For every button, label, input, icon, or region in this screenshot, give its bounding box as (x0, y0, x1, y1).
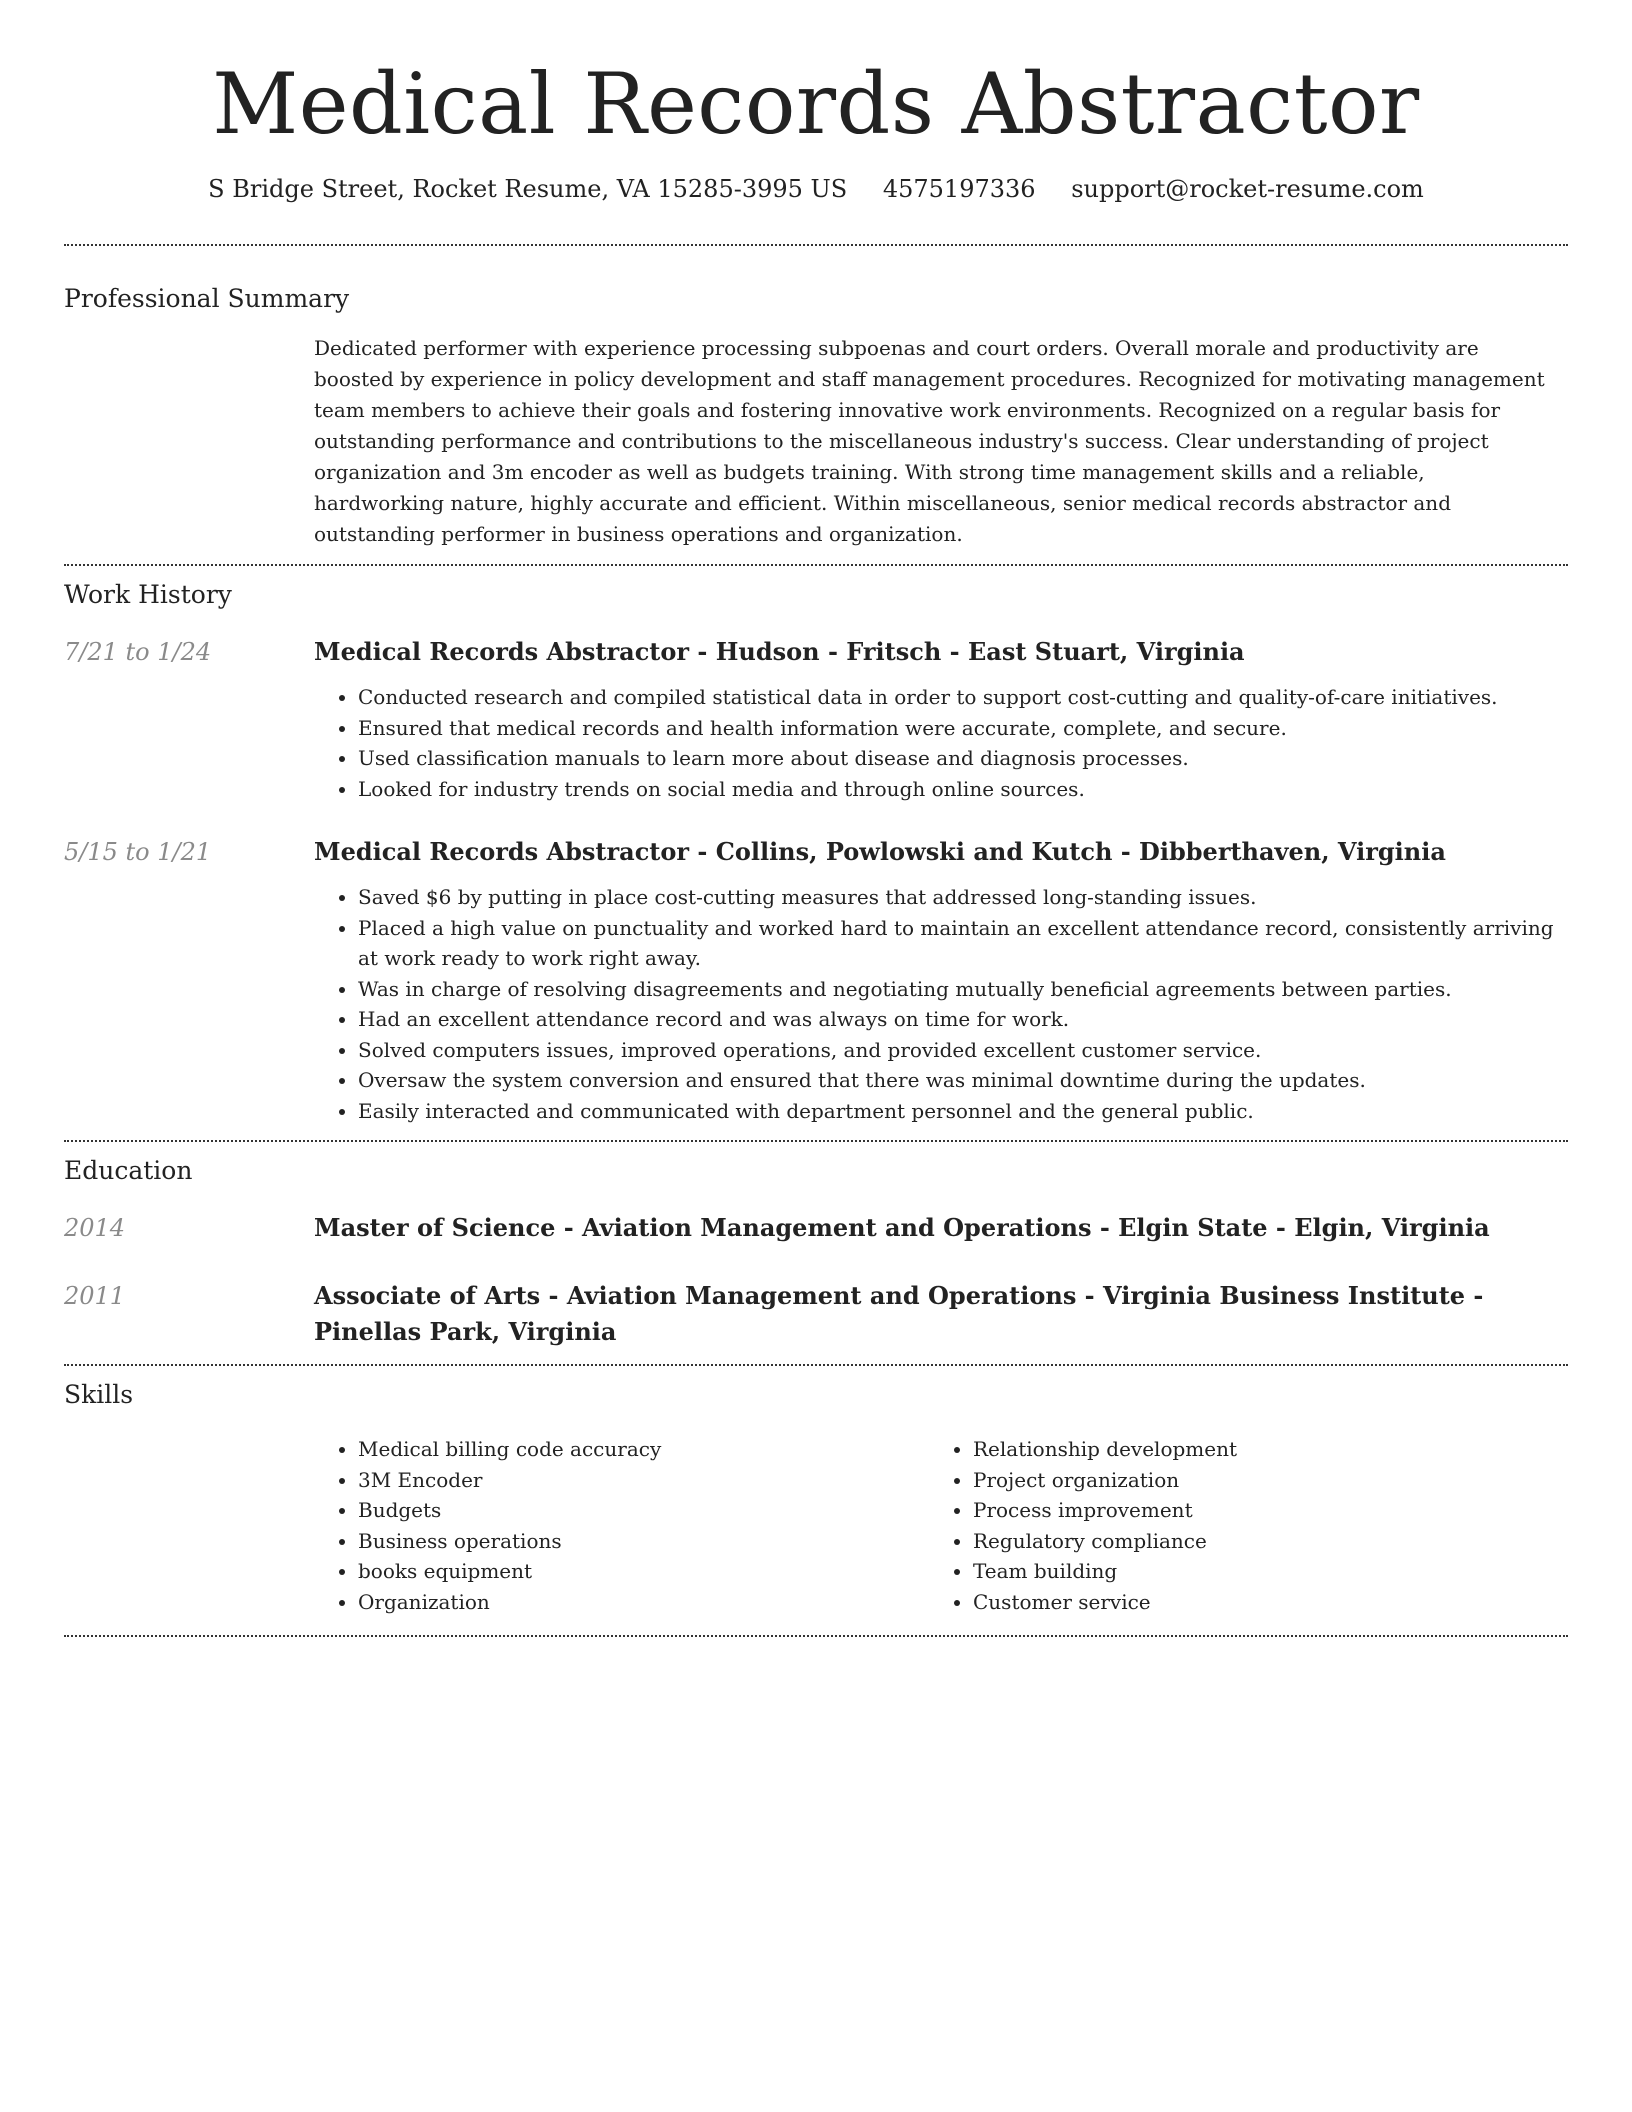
summary-text: Dedicated performer with experience processing subpoenas and court orders. Overall morale and productivity are boosted by experience in policy development and staff management procedures. Recognized for motivating management team members to achieve their goals and fostering innovative work environments. Recognized on a regular basis for outstanding performance and contributions to the miscellaneous industry's success. Clear understanding of project organization and 3m encoder as well as budgets training. With strong time management skills and a reliable, hardworking nature, highly accurate and efficient. Within miscellaneous, senior medical records abstractor and outstanding performer in business operations and organization. (314, 336, 1545, 546)
job-bullet: • Was in charge of resolving disagreements and negotiating mutually beneficial agreements between parties. (358, 974, 1560, 1005)
job-heading: Medical Records Abstractor - Hudson - Fritsch - East Stuart, Virginia (314, 637, 1245, 666)
job-bullet: • Saved $6 by putting in place cost-cutting measures that addressed long-standing issues. (358, 882, 1560, 913)
contact-phone: 4575197336 (882, 175, 1036, 203)
skills-heading: Skills (64, 1380, 134, 1409)
skill-item: • Customer service (973, 1587, 1544, 1618)
job-entry (64, 634, 1568, 804)
skill-item: • books equipment (358, 1556, 929, 1587)
education-entry (64, 1210, 1568, 1246)
divider-skills (64, 1635, 1568, 1637)
skill-item: • Medical billing code accuracy (358, 1434, 929, 1465)
skill-item: • Relationship development (973, 1434, 1544, 1465)
job-bullet: • Used classification manuals to learn more about disease and diagnosis processes. (358, 743, 1560, 774)
summary-section (64, 246, 1568, 550)
education-year: 2014 (64, 1214, 126, 1242)
job-bullet: • Conducted research and compiled statistical data in order to support cost-cutting and quality-of-care initiatives. (358, 682, 1560, 713)
job-dates: 7/21 to 1/24 (64, 638, 212, 666)
summary-heading: Professional Summary (64, 284, 350, 313)
skill-item: • Project organization (973, 1465, 1544, 1496)
resume-page (64, 0, 1568, 1637)
job-bullet: • Had an excellent attendance record and was always on time for work. (358, 1004, 1560, 1035)
skill-item: • Team building (973, 1556, 1544, 1587)
job-entry (64, 834, 1568, 1126)
candidate-name: Medical Records Abstractor (212, 55, 1420, 153)
skills-section (64, 1366, 1568, 1617)
contact-email: support@rocket-resume.com (1071, 175, 1424, 203)
contact-address: S Bridge Street, Rocket Resume, VA 15285-3995 US (208, 175, 848, 203)
work-history-section (64, 566, 1568, 1126)
education-year: 2011 (64, 1282, 126, 1310)
skill-item: • Regulatory compliance (973, 1526, 1544, 1557)
job-bullet: • Oversaw the system conversion and ensured that there was minimal downtime during the updates. (358, 1065, 1560, 1096)
skills-column-right (929, 1434, 1544, 1617)
education-section (64, 1142, 1568, 1350)
skill-item: • Business operations (358, 1526, 929, 1557)
skill-item: • Organization (358, 1587, 929, 1618)
job-dates: 5/15 to 1/21 (64, 838, 212, 866)
job-bullets (314, 882, 1560, 1126)
contact-line (64, 172, 1568, 206)
job-bullet: • Easily interacted and communicated with department personnel and the general public. (358, 1096, 1560, 1127)
job-bullet: • Solved computers issues, improved operations, and provided excellent customer service. (358, 1035, 1560, 1066)
job-bullet: • Looked for industry trends on social media and through online sources. (358, 774, 1560, 805)
education-degree: Master of Science - Aviation Management and Operations - Elgin State - Elgin, Virginia (314, 1213, 1490, 1242)
skill-item: • 3M Encoder (358, 1465, 929, 1496)
skills-column-left (314, 1434, 929, 1617)
skill-item: • Budgets (358, 1495, 929, 1526)
education-heading: Education (64, 1156, 193, 1185)
skill-item: • Process improvement (973, 1495, 1544, 1526)
education-entry (64, 1278, 1568, 1350)
skills-list (314, 1434, 1560, 1617)
work-history-heading: Work History (64, 580, 232, 609)
job-heading: Medical Records Abstractor - Collins, Powlowski and Kutch - Dibberthaven, Virginia (314, 837, 1446, 866)
education-degree: Associate of Arts - Aviation Management and Operations - Virginia Business Institute - Pinellas Park, Virginia (314, 1281, 1484, 1346)
job-bullets (314, 682, 1560, 804)
job-bullet: • Placed a high value on punctuality and worked hard to maintain an excellent attendance record, consistently arriving at work ready to work right away. (358, 913, 1560, 974)
job-bullet: • Ensured that medical records and health information were accurate, complete, and secure. (358, 713, 1560, 744)
